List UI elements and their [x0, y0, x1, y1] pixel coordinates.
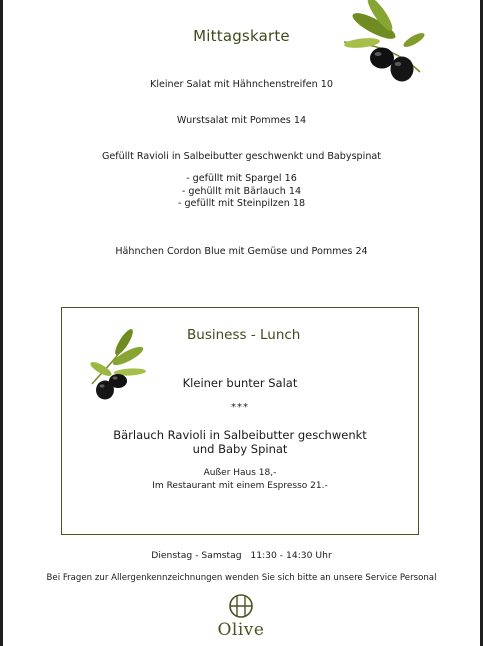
ravioli-option-steinpilze: - gefüllt mit Steinpilzen 18	[177, 198, 306, 209]
olive-logo-icon	[229, 594, 253, 618]
menu-item-ravioli: Gefüllt Ravioli in Salbeibutter geschwenkt und Babyspinat	[101, 151, 382, 162]
allergen-notice: Bei Fragen zur Allergenkennzeichnungen wenden Sie sich bitte an unsere Service Personal	[46, 573, 437, 583]
business-lunch-main: Bärlauch Ravioli in Salbeibutter geschwenkt und Baby Spinat	[113, 428, 367, 456]
business-lunch-starter: Kleiner bunter Salat	[182, 376, 298, 390]
course-separator: ***	[231, 402, 249, 413]
price-restaurant: Im Restaurant mit einem Espresso 21.-	[152, 481, 328, 491]
menu-item-salad: Kleiner Salat mit Hähnchenstreifen 10	[150, 79, 333, 90]
menu-title: Mittagskarte	[193, 27, 290, 45]
olive-branch-icon	[340, 0, 432, 90]
menu-item-wurstsalat: Wurstsalat mit Pommes 14	[176, 115, 307, 126]
menu-item-cordon-bleu: Hähnchen Cordon Blue mit Gemüse und Pommes 24	[115, 246, 368, 257]
brand-name: Olive	[217, 620, 265, 640]
ravioli-option-spargel: - gefüllt mit Spargel 16	[186, 173, 297, 184]
ravioli-option-baerlauch: - gehüllt mit Bärlauch 14	[181, 185, 302, 197]
price-takeaway: Außer Haus 18,-	[203, 468, 277, 478]
business-lunch-box: Business - Lunch Kleiner bunter Salat *** Bärlauch Ravioli in Salbeibutter geschwenkt und Baby Spinat Außer Haus 18,- Im Restaurant mit einem Espresso 21.-	[61, 307, 419, 535]
olive-branch-icon	[84, 322, 154, 404]
olive-logo	[211, 594, 271, 646]
opening-hours: Dienstag - Samstag 11:30 - 14:30 Uhr	[151, 550, 332, 561]
